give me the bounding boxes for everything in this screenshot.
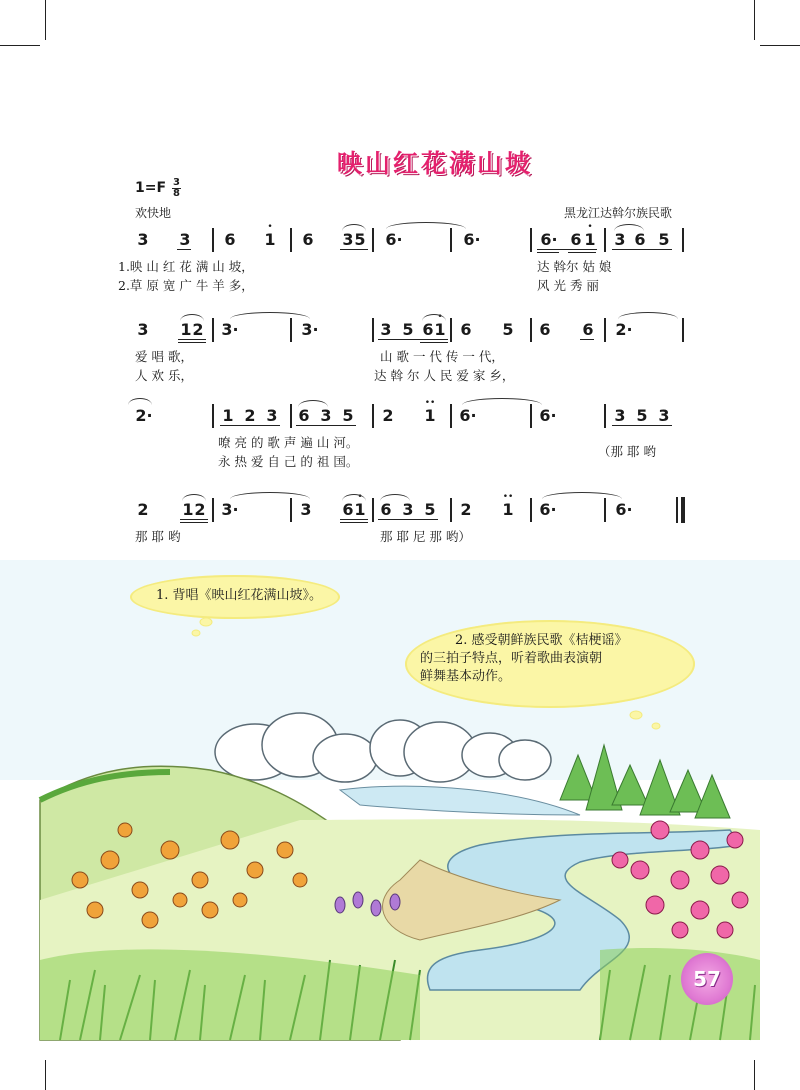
note: 6 bbox=[342, 500, 354, 519]
note: 6· bbox=[539, 500, 557, 519]
lyric-verse-2b: 风 光 秀 丽 bbox=[537, 278, 599, 293]
lyric-verse-2: 2.草 原 宽 广 牛 羊 多， bbox=[118, 278, 254, 293]
note: 2· bbox=[615, 320, 633, 339]
bubble-tail bbox=[192, 630, 200, 636]
octave-dot: • bbox=[357, 492, 363, 502]
lyric-chorus: 那 耶 哟 bbox=[135, 529, 181, 544]
key-signature: 1=F bbox=[135, 180, 167, 196]
task-2-line-2: 的三拍子特点，听着歌曲表演朝 bbox=[420, 651, 603, 666]
task-2-line-3: 鲜舞基本动作。 bbox=[420, 669, 512, 684]
note: 5 bbox=[502, 320, 514, 339]
note: 5 bbox=[342, 406, 354, 425]
lyric-verse-1: 1.映 山 红 花 满 山 坡， bbox=[118, 259, 254, 274]
bubble-tail bbox=[630, 711, 642, 719]
note: 2 bbox=[194, 500, 206, 519]
note: 3 bbox=[614, 230, 626, 249]
bubble-tail bbox=[200, 618, 212, 626]
lyric-verse-2: 永 热 爱 自 己 的 祖 国。 bbox=[218, 454, 359, 469]
bubble-tail bbox=[652, 723, 660, 729]
note: 1 bbox=[180, 320, 192, 339]
note: 6 bbox=[298, 406, 310, 425]
note: 5 bbox=[424, 500, 436, 519]
note: 6 bbox=[422, 320, 434, 339]
note: 6 bbox=[380, 500, 392, 519]
note: 3 bbox=[320, 406, 332, 425]
note: 2 bbox=[137, 500, 149, 519]
note: 1 bbox=[502, 500, 514, 519]
meter-top: 3 bbox=[173, 177, 180, 188]
note: 3· bbox=[301, 320, 319, 339]
note: 1 bbox=[424, 406, 436, 425]
note: 6 bbox=[570, 230, 582, 249]
note: 1 bbox=[222, 406, 234, 425]
lyric-chorus-b: 那 耶 尼 那 哟） bbox=[380, 529, 471, 544]
note: 6· bbox=[540, 230, 558, 249]
note: 3 bbox=[300, 500, 312, 519]
note: 5 bbox=[658, 230, 670, 249]
meter-bottom: 8 bbox=[173, 188, 180, 199]
note: 3 bbox=[137, 230, 149, 249]
note: 3 bbox=[614, 406, 626, 425]
note: 6 bbox=[302, 230, 314, 249]
note: 5 bbox=[636, 406, 648, 425]
note: 6· bbox=[539, 406, 557, 425]
octave-dot: •• bbox=[424, 398, 436, 408]
note: 2· bbox=[135, 406, 153, 425]
note: 5 bbox=[354, 230, 366, 249]
octave-dot: •• bbox=[502, 492, 514, 502]
grass-fill-right bbox=[600, 948, 760, 1040]
task-2-line-1: 2. 感受朝鲜族民歌《桔梗谣》 bbox=[455, 633, 628, 648]
note: 3 bbox=[179, 230, 191, 249]
octave-dot: • bbox=[587, 222, 593, 232]
note: 6 bbox=[460, 320, 472, 339]
note: 6· bbox=[459, 406, 477, 425]
note: 6 bbox=[634, 230, 646, 249]
note: 3 bbox=[342, 230, 354, 249]
note: 2 bbox=[460, 500, 472, 519]
task-1-text: 1. 背唱《映山红花满山坡》。 bbox=[156, 588, 323, 603]
note: 1 bbox=[584, 230, 596, 249]
note: 6 bbox=[539, 320, 551, 339]
note: 1 bbox=[354, 500, 366, 519]
lyric-verse-2b: 达 斡 尔 人 民 爱 家 乡， bbox=[374, 368, 515, 383]
note: 3 bbox=[137, 320, 149, 339]
lyric-chorus: （那 耶 哟 bbox=[598, 444, 656, 459]
note: 2 bbox=[192, 320, 204, 339]
lyric-verse-1: 嘹 亮 的 歌 声 遍 山 河。 bbox=[218, 435, 359, 450]
song-source: 黑龙江达斡尔族民歌 bbox=[563, 206, 672, 220]
note: 3 bbox=[402, 500, 414, 519]
lyric-verse-2: 人 欢 乐， bbox=[135, 368, 193, 383]
note: 1 bbox=[182, 500, 194, 519]
note: 3 bbox=[380, 320, 392, 339]
lyric-verse-1b: 达 斡尔 姑 娘 bbox=[537, 259, 612, 274]
page-number-badge: 57 bbox=[681, 953, 733, 1005]
note: 6 bbox=[224, 230, 236, 249]
note: 6 bbox=[582, 320, 594, 339]
note: 6· bbox=[615, 500, 633, 519]
song-title: 映山红花满山坡 bbox=[336, 149, 533, 178]
octave-dot: • bbox=[267, 222, 273, 232]
tempo-marking: 欢快地 bbox=[135, 206, 172, 220]
note: 2 bbox=[382, 406, 394, 425]
octave-dot: • bbox=[437, 312, 443, 322]
lyric-verse-1b: 山 歌 一 代 传 一 代， bbox=[380, 349, 504, 364]
note: 3· bbox=[221, 320, 239, 339]
note: 3· bbox=[221, 500, 239, 519]
note: 5 bbox=[402, 320, 414, 339]
note: 3 bbox=[658, 406, 670, 425]
note: 1 bbox=[264, 230, 276, 249]
note: 1 bbox=[434, 320, 446, 339]
note: 2 bbox=[244, 406, 256, 425]
note: 3 bbox=[266, 406, 278, 425]
lyric-verse-1: 爱 唱 歌， bbox=[135, 349, 193, 364]
note: 6· bbox=[463, 230, 481, 249]
note: 6· bbox=[385, 230, 403, 249]
